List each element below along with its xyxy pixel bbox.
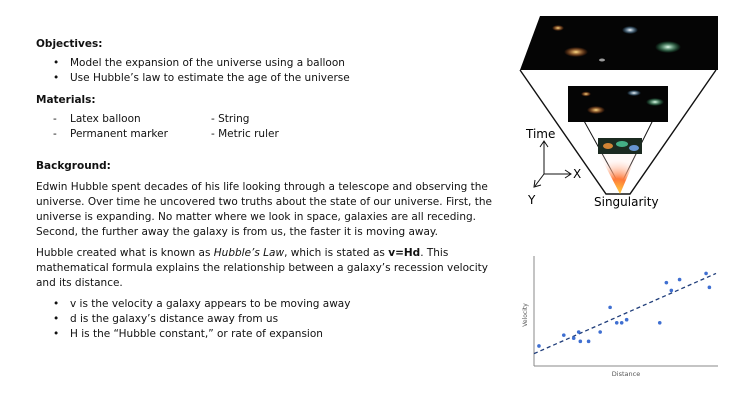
galaxy-icon: [599, 59, 605, 62]
galaxy-icon: [581, 92, 591, 97]
data-point: [572, 336, 576, 340]
galaxy-icon: [627, 90, 641, 96]
paragraph-text: . This mathematical formula explains the relationship between a galaxy’s recession velocity and its distance.: [36, 247, 489, 289]
galaxy-icon: [655, 41, 681, 53]
objective-item: • Use Hubble’s law to estimate the age of the universe: [36, 71, 501, 86]
background-paragraph-2: [36, 246, 501, 291]
y-axis: [535, 174, 544, 186]
chart-y-label: Velocity: [522, 303, 529, 327]
objectives-heading: Objectives:: [36, 38, 103, 50]
hubble-scatter-chart: [520, 252, 720, 382]
paragraph-text: , which is stated as: [284, 247, 389, 259]
chart-x-label: Distance: [611, 370, 641, 378]
objectives-section: [36, 38, 501, 86]
chart-marks: [534, 272, 716, 354]
data-point: [704, 272, 708, 276]
material-item: - Latex balloon: [36, 112, 211, 127]
galaxy-icon: [564, 47, 588, 57]
background-section: [36, 160, 501, 342]
data-point: [678, 278, 682, 282]
data-point: [608, 306, 612, 310]
galaxy-icon: [552, 25, 564, 31]
variable-item: • v is the velocity a galaxy appears to be moving away: [36, 297, 501, 312]
objective-item: • Model the expansion of the universe using a balloon: [36, 56, 501, 71]
trend-line: [534, 273, 716, 353]
material-item: - String: [211, 113, 250, 125]
data-point: [579, 340, 583, 344]
data-point: [537, 344, 541, 348]
material-item: - Metric ruler: [211, 128, 279, 140]
materials-list: [36, 112, 501, 142]
x-label: X: [573, 167, 582, 181]
data-point: [670, 289, 674, 293]
data-point: [658, 321, 662, 325]
document-body: [36, 38, 501, 342]
expanding-universe-illustration: [518, 14, 718, 214]
y-label: Y: [528, 193, 536, 207]
galaxy-icon: [622, 26, 638, 34]
time-label: Time: [526, 127, 556, 141]
galaxy-icon: [646, 98, 664, 106]
variable-list: [36, 297, 501, 342]
materials-section: [36, 94, 501, 142]
data-point: [587, 340, 591, 344]
background-paragraph-1: Edwin Hubble spent decades of his life looking through a telescope and observing the universe. Over time he uncovered two truths about the state of our universe. First, the universe is expanding. No matter where we look in space, galaxies are all receding. Second, the further away the galaxy is from us, the faster it is moving away.: [36, 181, 492, 238]
singularity-label: Singularity: [594, 195, 659, 209]
galaxy-icon: [587, 106, 605, 114]
data-point: [562, 333, 566, 337]
singularity-glow: [598, 152, 638, 194]
paragraph-text: Hubble created what is known as: [36, 247, 214, 259]
objectives-list: [36, 56, 501, 86]
galaxy-icon: [629, 145, 639, 151]
hubbles-law-term: Hubble’s Law: [213, 247, 285, 259]
background-heading: Background:: [36, 160, 111, 172]
galaxy-icon: [616, 141, 628, 147]
data-point: [577, 330, 581, 334]
universe-slice-top: [520, 16, 718, 70]
data-point: [598, 330, 602, 334]
variable-item: • H is the “Hubble constant,” or rate of expansion: [36, 327, 501, 342]
data-point: [620, 321, 624, 325]
material-item: - Permanent marker: [36, 127, 211, 142]
data-point: [625, 318, 629, 322]
galaxy-icon: [603, 143, 613, 149]
materials-heading: Materials:: [36, 94, 96, 106]
variable-item: • d is the galaxy’s distance away from us: [36, 312, 501, 327]
data-point: [615, 321, 619, 325]
data-point: [708, 286, 712, 290]
hubble-formula: v=Hd: [388, 247, 421, 259]
data-point: [665, 281, 669, 285]
